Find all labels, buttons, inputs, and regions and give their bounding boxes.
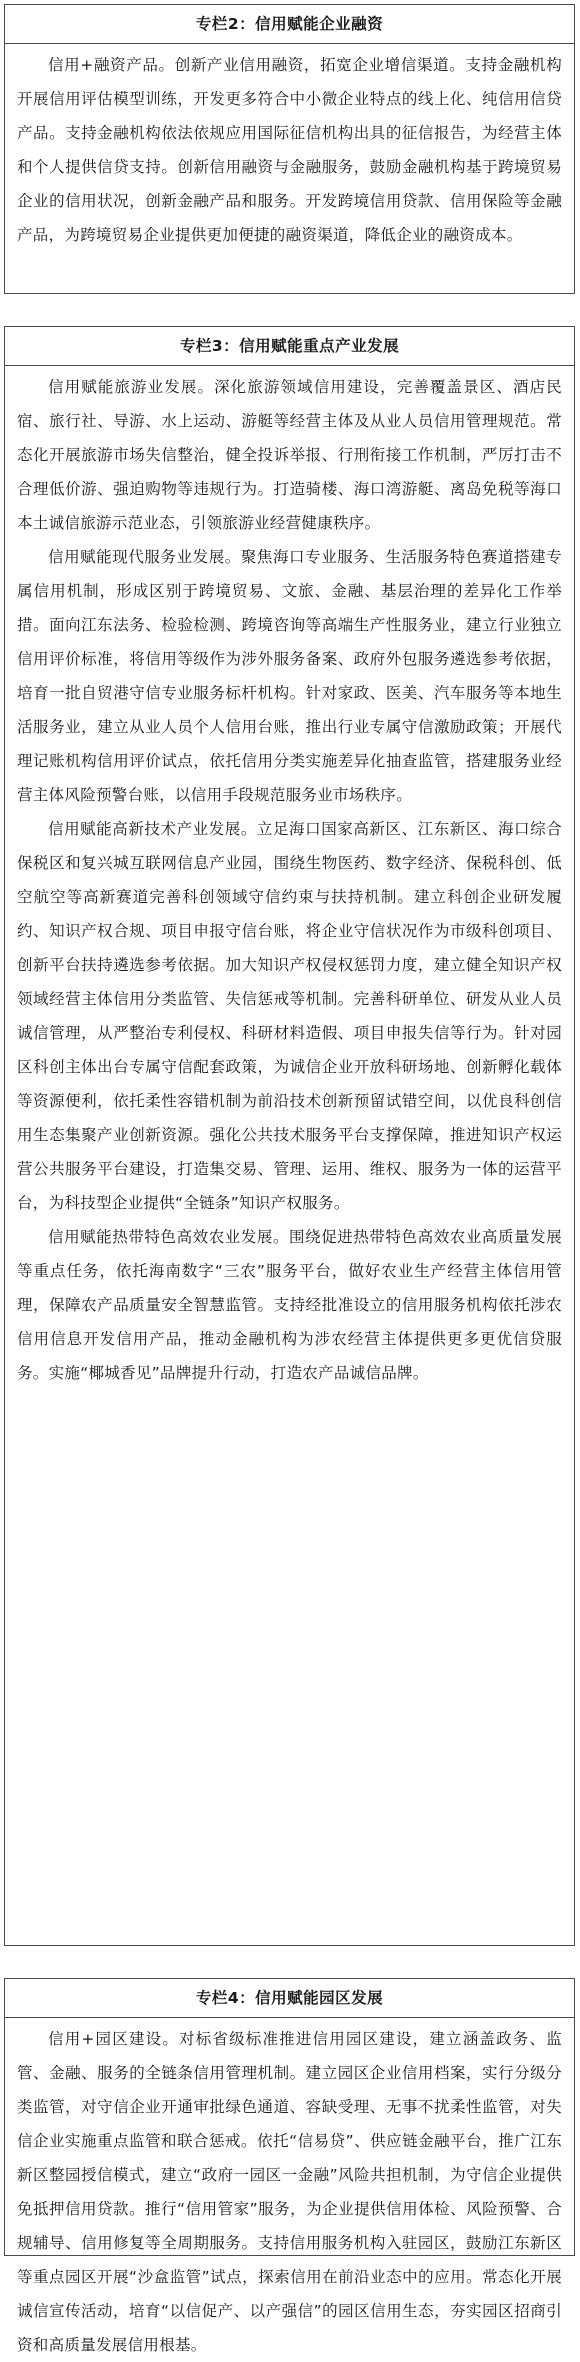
- column-title: 专栏3：信用赋能重点产业发展: [5, 327, 574, 366]
- column-paragraph: 信用赋能热带特色高效农业发展。围绕促进热带特色高效农业高质量发展等重点任务，依托海南数字“三农”服务平台，做好农业生产经营主体信用管理，保障农产品质量安全智慧监管。支持经批准设立的信用服务机构依托涉农信用信息开发信用产品，推动金融机构为涉农经营主体提供更多更优信贷服务。实施“椰城香见”品牌提升行动，打造农产品诚信品牌。: [17, 1228, 562, 1382]
- column-box-2: [4, 4, 575, 294]
- column-title: 专栏2：信用赋能企业融资: [5, 5, 574, 44]
- column-box-3: [4, 326, 575, 1946]
- column-title: 专栏4：信用赋能园区发展: [5, 1979, 574, 2018]
- column-body: [5, 2018, 574, 2362]
- column-body: [5, 366, 574, 1390]
- column-paragraph: 信用+融资产品。创新产业信用融资，拓宽企业增信渠道。支持金融机构开展信用评估模型训练，开发更多符合中小微企业特点的线上化、纯信用信贷产品。支持金融机构依法依规应用国际征信机构出具的征信报告，为经营主体和个人提供信贷支持。创新信用融资与金融服务，鼓励金融机构基于跨境贸易企业的信用状况，创新金融产品和服务。开发跨境信用贷款、信用保险等金融产品，为跨境贸易企业提供更加便捷的融资渠道，降低企业的融资成本。: [17, 56, 562, 244]
- column-body: [5, 44, 574, 252]
- column-paragraph: 信用赋能旅游业发展。深化旅游领域信用建设，完善覆盖景区、酒店民宿、旅行社、导游、水上运动、游艇等经营主体及从业人员信用管理规范。常态化开展旅游市场失信整治，健全投诉举报、行刑衔接工作机制，严厉打击不合理低价游、强迫购物等违规行为。打造骑楼、海口湾游艇、离岛免税等海口本土诚信旅游示范业态，引领旅游业经营健康秩序。: [17, 378, 562, 532]
- column-paragraph: 信用赋能现代服务业发展。聚焦海口专业服务、生活服务特色赛道搭建专属信用机制，形成区别于跨境贸易、文旅、金融、基层治理的差异化工作举措。面向江东法务、检验检测、跨境咨询等高端生产性服务业，建立行业独立信用评价标准，将信用等级作为涉外服务备案、政府外包服务遴选参考依据，培育一批自贸港守信专业服务标杆机构。针对家政、医美、汽车服务等本地生活服务业，建立从业人员个人信用台账，推出行业专属守信激励政策；开展代理记账机构信用评价试点，依托信用分类实施差异化抽查监管，搭建服务业经营主体风险预警台账，以信用手段规范服务业市场秩序。: [17, 548, 562, 804]
- column-paragraph: 信用+园区建设。对标省级标准推进信用园区建设，建立涵盖政务、监管、金融、服务的全链条信用管理机制。建立园区企业信用档案，实行分级分类监管，对守信企业开通审批绿色通道、容缺受理、无事不扰柔性监管，对失信企业实施重点监管和联合惩戒。依托“信易贷”、供应链金融平台，推广江东新区整园授信模式，建立“政府一园区一金融”风险共担机制，为守信企业提供免抵押信用贷款。推行“信用管家”服务，为企业提供信用体检、风险预警、合规辅导、信用修复等全周期服务。支持信用服务机构入驻园区，鼓励江东新区等重点园区开展“沙盒监管”试点，探索信用在前沿业态中的应用。常态化开展诚信宣传活动，培育“以信促产、以产强信”的园区信用生态，夯实园区招商引资和高质量发展信用根基。: [17, 2030, 562, 2354]
- column-paragraph: 信用赋能高新技术产业发展。立足海口国家高新区、江东新区、海口综合保税区和复兴城互联网信息产业园，围绕生物医药、数字经济、保税科创、低空航空等高新赛道完善科创领域守信约束与扶持机制。建立科创企业研发履约、知识产权合规、项目申报守信台账，将企业守信状况作为市级科创项目、创新平台扶持遴选参考依据。加大知识产权侵权惩罚力度，建立健全知识产权领域经营主体信用分类监管、失信惩戒等机制。完善科研单位、研发从业人员诚信管理，从严整治专利侵权、科研材料造假、项目申报失信等行为。针对园区科创主体出台专属守信配套政策，为诚信企业开放科研场地、创新孵化载体等资源便利，依托柔性容错机制为前沿技术创新预留试错空间，以优良科创信用生态集聚产业创新资源。强化公共技术服务平台支撑保障，推进知识产权运营公共服务平台建设，打造集交易、管理、运用、维权、服务为一体的运营平台，为科技型企业提供“全链条”知识产权服务。: [17, 820, 562, 1212]
- column-box-4: [4, 1978, 575, 2354]
